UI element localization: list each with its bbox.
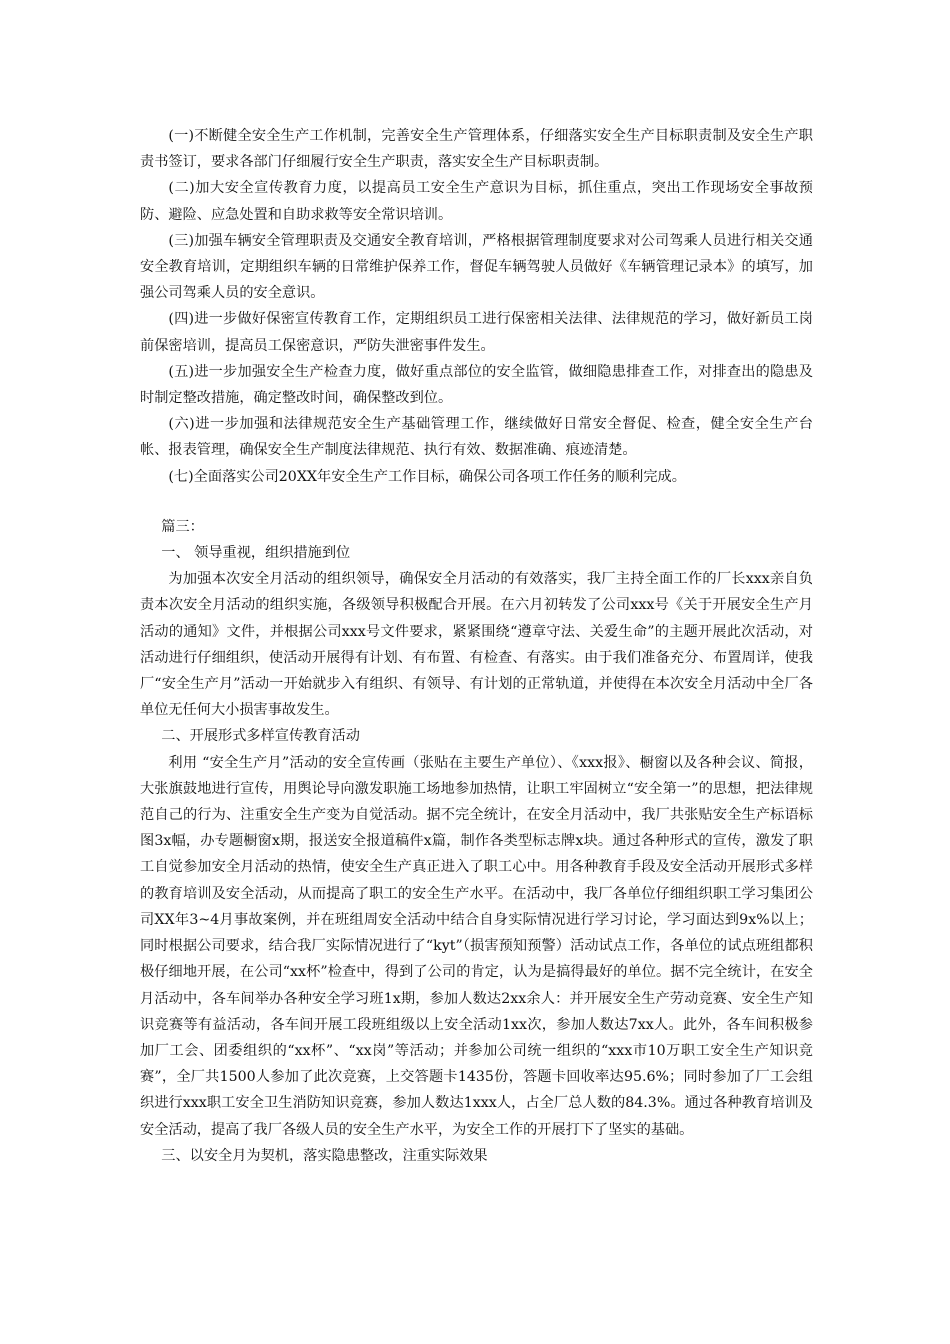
paragraph-item-7: (七)全面落实公司20XX年安全生产工作目标，确保公司各项工作任务的顺利完成。	[168, 468, 686, 485]
chapter-title: 篇三：	[161, 518, 204, 535]
body-paragraph-1: 为加强本次安全月活动的组织领导，确保安全月活动的有效落实，我厂主持全面工作的厂长xxx亲自负责本次安全月活动的组织实施，各级领导积极配合开展。在六月初转发了公司xxx号《关于开展安全生产月活动的通知》文件，并根据公司xxx号文件要求，紧紧围绕“遵章守法、关爱生命”的主题开展此次活动，对活动进行仔细组织，使活动开展得有计划、有布置、有检查、有落实。由于我们准备充分、布置周详，使我厂“安全生产月”活动一开始就步入有组织、有领导、有计划的正常轨道，并使得在本次安全月活动中全厂各单位无任何大小损害事故发生。	[140, 571, 813, 719]
section-heading-1: 一、 领导重视，组织措施到位	[161, 545, 351, 562]
document-body	[140, 123, 813, 1169]
section-heading-2: 二、开展形式多样宣传教育活动	[161, 728, 360, 745]
paragraph-item-6: (六)进一步加强和法律规范安全生产基础管理工作，继续做好日常安全督促、检查，健全安全生产台帐、报表管理，确保安全生产制度法律规范、执行有效、数据准确、痕迹清楚。	[140, 416, 813, 459]
section-heading-3: 三、以安全月为契机，落实隐患整改，注重实际效果	[161, 1147, 488, 1164]
paragraph-item-3: (三)加强车辆安全管理职责及交通安全教育培训，严格根据管理制度要求对公司驾乘人员进行相关交通安全教育培训，定期组织车辆的日常维护保养工作，督促车辆驾驶人员做好《车辆管理记录本》的填写，加强公司驾乘人员的安全意识。	[140, 232, 813, 302]
paragraph-item-2: (二)加大安全宣传教育力度，以提高员工安全生产意识为目标，抓住重点，突出工作现场安全事故预防、避险、应急处置和自助求救等安全常识培训。	[140, 180, 813, 223]
paragraph-item-4: (四)进一步做好保密宣传教育工作，定期组织员工进行保密相关法律、法律规范的学习，做好新员工岗前保密培训，提高员工保密意识，严防失泄密事件发生。	[140, 311, 813, 354]
paragraph-item-5: (五)进一步加强安全生产检查力度，做好重点部位的安全监管，做细隐患排查工作，对排查出的隐患及时制定整改措施，确定整改时间，确保整改到位。	[140, 363, 813, 407]
paragraph-item-1: (一)不断健全安全生产工作机制，完善安全生产管理体系，仔细落实安全生产目标职责制及安全生产职责书签订，要求各部门仔细履行安全生产职责，落实安全生产目标职责制。	[140, 128, 813, 171]
body-paragraph-2: 利用 “安全生产月”活动的安全宣传画（张贴在主要生产单位）、《xxx报》、橱窗以及各种会议、简报，大张旗鼓地进行宣传，用舆论导向激发职施工场地参加热情，让职工牢固树立“安全第一”的思想，把法律规范自己的行为、注重安全生产变为自觉活动。据不完全统计，在安全月活动中，我厂共张贴安全生产标语标图3x幅，办专题橱窗x期，报送安全报道稿件x篇，制作各类型标志牌x块。通过各种形式的宣传，激发了职工自觉参加安全月活动的热情，使安全生产真正进入了职工心中。用各种教育手段及安全活动开展形式多样的教育培训及安全活动，从而提高了职工的安全生产水平。在活动中，我厂各单位仔细组织职工学习集团公司XX年3~4月事故案例，并在班组周安全活动中结合自身实际情况进行学习讨论，学习面达到9x%以上；同时根据公司要求，结合我厂实际情况进行了“kyt”（损害预知预警）活动试点工作，各单位的试点班组都积极仔细地开展，在公司“xx杯”检查中，得到了公司的肯定，认为是搞得最好的单位。据不完全统计，在安全月活动中，各车间举办各种安全学习班1x期，参加人数达2xx余人：并开展安全生产劳动竞赛、安全生产知识竞赛等有益活动，各车间开展工段班组级以上安全活动1xx次，参加人数达7xx人。此外，各车间积极参加厂工会、团委组织的“xx杯”、“xx岗”等活动；并参加公司统一组织的“xxx市10万职工安全生产知识竞赛”，全厂共1500人参加了此次竞赛，上交答题卡1435份，答题卡回收率达95.6%；同时参加了厂工会组织进行xxx职工安全卫生消防知识竞赛，参加人数达1xxx人，占全厂总人数的84.3%。通过各种教育培训及安全活动，提高了我厂各级人员的安全生产水平，为安全工作的开展打下了坚实的基础。	[140, 754, 813, 1138]
